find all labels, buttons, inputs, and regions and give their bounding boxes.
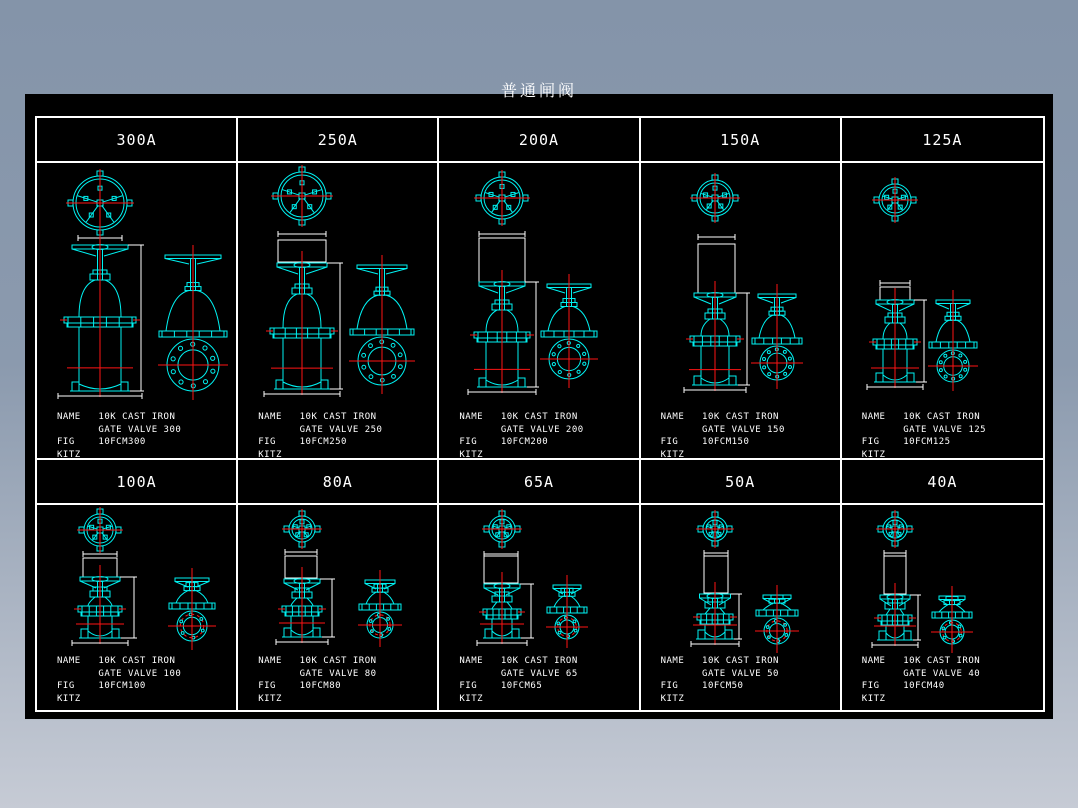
drawing-title: 普通闸阀 xyxy=(500,81,577,100)
svg-text:280: 280 xyxy=(708,393,721,401)
svg-text:515: 515 xyxy=(913,334,922,348)
valve-spec-block xyxy=(57,411,181,460)
svg-text:390: 390 xyxy=(521,604,530,618)
svg-text:200: 200 xyxy=(294,543,308,551)
valve-cell-50A xyxy=(641,505,842,710)
valve-cell-200A xyxy=(439,163,640,460)
size-header-250A: 250A xyxy=(238,118,439,163)
valve-name-line: NAME 10K CAST IRON xyxy=(660,412,779,422)
valve-cell-100A xyxy=(37,505,238,710)
svg-text:450: 450 xyxy=(93,229,107,237)
valve-fig-line: FIG 10FCM100 xyxy=(57,681,146,692)
brand-label: KITZ xyxy=(660,449,685,460)
valve-name-line: NAME 10K CAST IRON xyxy=(57,656,176,666)
svg-text:350: 350 xyxy=(496,225,509,233)
valve-cell-300A xyxy=(37,163,238,460)
valve-spec-table xyxy=(35,116,1045,712)
valve-spec-block xyxy=(661,411,785,460)
brand-label: KITZ xyxy=(258,693,282,704)
size-header-125A: 125A xyxy=(842,118,1043,163)
valve-name-line: NAME 10K CAST IRON xyxy=(258,412,377,422)
valve-cell-150A xyxy=(641,163,842,460)
size-header-65A: 65A xyxy=(439,460,640,505)
size-header-50A: 50A xyxy=(641,460,842,505)
size-header-200A: 200A xyxy=(439,118,640,163)
size-header-100A: 100A xyxy=(37,460,238,505)
svg-text:640: 640 xyxy=(526,328,535,341)
valve-fig-line: FIG 10FCM300 xyxy=(57,437,146,448)
valve-cell-125A xyxy=(842,163,1043,460)
valve-spec-block xyxy=(862,655,980,705)
svg-text:180: 180 xyxy=(495,545,508,553)
valve-fig-line: FIG 10FCM40 xyxy=(861,681,945,692)
valve-spec-block xyxy=(459,655,577,705)
valve-cell-40A xyxy=(842,505,1043,710)
svg-text:250: 250 xyxy=(888,390,902,398)
brand-label: KITZ xyxy=(861,693,886,704)
size-header-300A: 300A xyxy=(37,118,238,163)
valve-type-line: GATE VALVE 250 xyxy=(258,424,383,435)
brand-label: KITZ xyxy=(258,449,282,460)
svg-text:250: 250 xyxy=(93,545,107,553)
svg-text:330: 330 xyxy=(907,611,916,624)
svg-text:355: 355 xyxy=(728,610,737,623)
brand-label: KITZ xyxy=(459,449,484,460)
svg-text:460: 460 xyxy=(124,601,132,614)
svg-text:200: 200 xyxy=(295,645,309,653)
svg-text:715: 715 xyxy=(330,319,339,333)
valve-name-line: NAME 10K CAST IRON xyxy=(660,656,779,666)
valve-name-line: NAME 10K CAST IRON xyxy=(57,412,176,422)
valve-spec-block xyxy=(258,411,382,460)
brand-label: KITZ xyxy=(459,693,484,704)
valve-spec-block xyxy=(459,411,583,460)
valve-fig-line: FIG 10FCM250 xyxy=(258,437,347,448)
svg-text:400: 400 xyxy=(295,225,309,233)
svg-text:380: 380 xyxy=(295,397,309,405)
valve-type-line: GATE VALVE 100 xyxy=(57,668,182,679)
svg-text:420: 420 xyxy=(322,601,331,615)
valve-type-line: GATE VALVE 65 xyxy=(459,668,578,679)
valve-cell-250A xyxy=(238,163,439,460)
drawing-canvas xyxy=(25,81,1053,719)
size-header-150A: 150A xyxy=(641,118,842,163)
valve-name-line: NAME 10K CAST IRON xyxy=(459,656,578,666)
valve-fig-line: FIG 10FCM200 xyxy=(459,437,549,448)
valve-fig-line: FIG 10FCM65 xyxy=(459,681,543,692)
valve-fig-line: FIG 10FCM80 xyxy=(258,681,342,692)
valve-type-line: GATE VALVE 150 xyxy=(660,424,785,435)
svg-text:160: 160 xyxy=(888,544,902,552)
svg-text:180: 180 xyxy=(709,544,722,552)
svg-text:180: 180 xyxy=(708,647,721,655)
brand-label: KITZ xyxy=(660,693,685,704)
valve-type-line: GATE VALVE 125 xyxy=(861,424,987,435)
valve-name-line: NAME 10K CAST IRON xyxy=(861,656,981,666)
brand-label: KITZ xyxy=(861,449,886,460)
valve-fig-line: FIG 10FCM150 xyxy=(660,437,750,448)
svg-text:190: 190 xyxy=(496,646,509,654)
svg-text:220: 220 xyxy=(93,646,107,654)
svg-text:280: 280 xyxy=(888,274,902,282)
svg-text:330: 330 xyxy=(496,395,509,403)
valve-type-line: GATE VALVE 300 xyxy=(57,424,182,435)
valve-name-line: NAME 10K CAST IRON xyxy=(459,412,578,422)
brand-label: KITZ xyxy=(57,693,81,704)
valve-name-line: NAME 10K CAST IRON xyxy=(861,412,981,422)
valve-name-line: NAME 10K CAST IRON xyxy=(258,656,377,666)
svg-text:560: 560 xyxy=(736,332,745,346)
valve-spec-block xyxy=(862,411,986,460)
size-header-80A: 80A xyxy=(238,460,439,505)
valve-cell-80A xyxy=(238,505,439,710)
valve-cell-65A xyxy=(439,505,640,710)
svg-text:160: 160 xyxy=(888,648,902,656)
svg-text:310: 310 xyxy=(709,228,723,236)
valve-spec-block xyxy=(57,655,181,705)
valve-spec-block xyxy=(661,655,779,705)
valve-spec-block xyxy=(258,655,376,705)
svg-text:430: 430 xyxy=(93,399,107,407)
size-header-40A: 40A xyxy=(842,460,1043,505)
valve-fig-line: FIG 10FCM50 xyxy=(660,681,744,692)
valve-type-line: GATE VALVE 40 xyxy=(861,668,981,679)
brand-label: KITZ xyxy=(57,449,81,460)
svg-text:795: 795 xyxy=(131,311,139,325)
valve-type-line: GATE VALVE 80 xyxy=(258,668,377,679)
valve-type-line: GATE VALVE 50 xyxy=(660,668,779,679)
valve-fig-line: FIG 10FCM125 xyxy=(861,437,951,448)
valve-type-line: GATE VALVE 200 xyxy=(459,424,584,435)
